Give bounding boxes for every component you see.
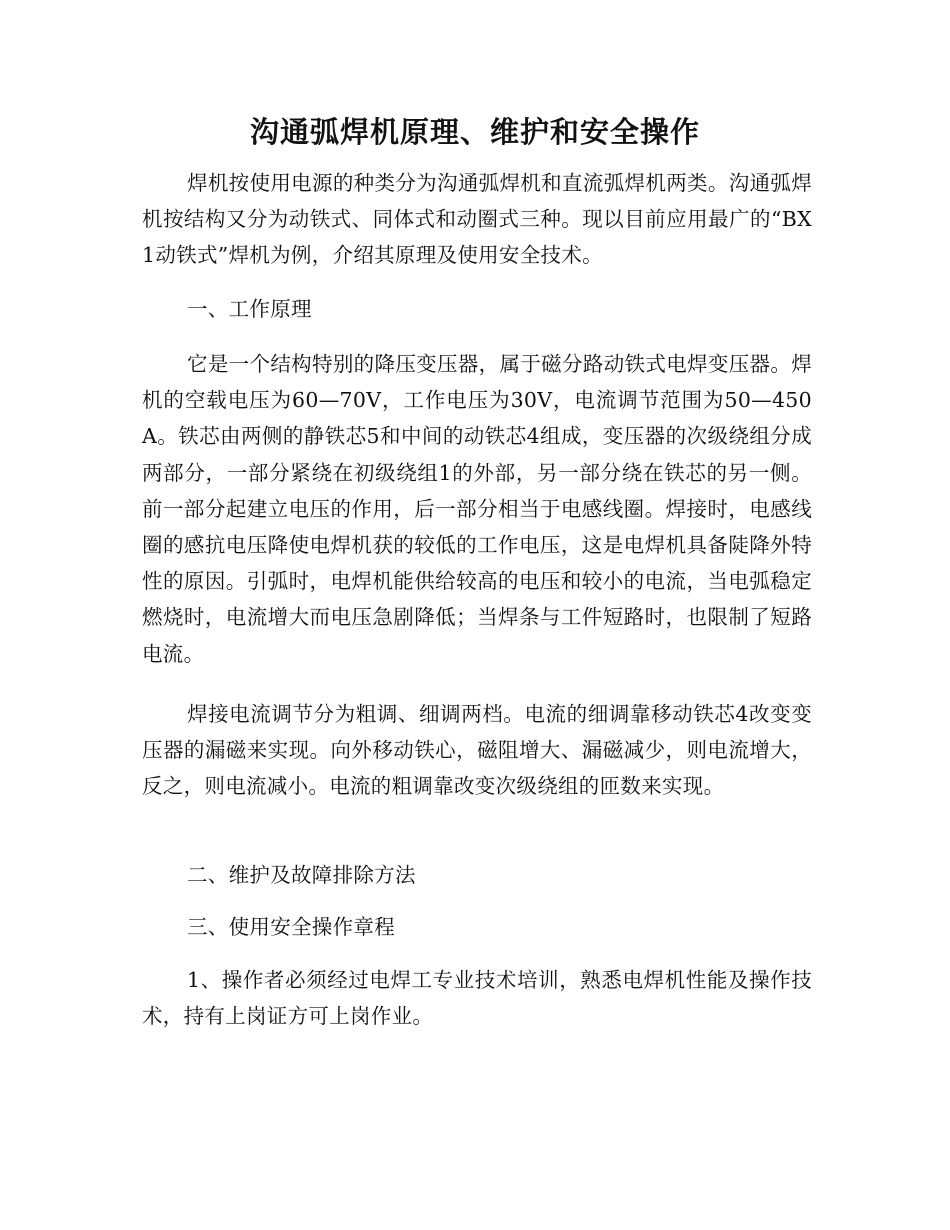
principle-paragraph: 它是一个结构特别的降压变压器，属于磁分路动铁式电焊变压器。焊机的空载电压为60—70V，工作电压为30V，电流调节范围为50—450A。铁芯由两侧的静铁芯5和中间的动铁芯4组成，变压器的次级绕组分成两部分，一部分紧绕在初级绕组1的外部，另一部分绕在铁芯的另一侧。前一部分起建立电压的作用，后一部分相当于电感线圈。焊接时，电感线圈的感抗电压降使电焊机获的较低的工作电压，这是电焊机具备陡降外特性的原因。引弧时，电焊机能供给较高的电压和较小的电流，当电弧稳定燃烧时，电流增大而电压急剧降低；当焊条与工件短路时，也限制了短路电流。 <box>142 352 812 666</box>
current-adjust-paragraph: 焊接电流调节分为粗调、细调两档。电流的细调靠移动铁芯4改变变压器的漏磁来实现。向外移动铁心，磁阻增大、漏磁减少，则电流增大，反之，则电流减小。电流的粗调靠改变次级绕组的匝数来实现。 <box>142 702 812 799</box>
section-heading-working-principle: 一、工作原理 <box>187 297 312 321</box>
section-heading-maintenance: 二、维护及故障排除方法 <box>187 863 416 887</box>
safety-rule-1: 1、操作者必须经过电焊工专业技术培训，熟悉电焊机性能及操作技术，持有上岗证方可上岗作业。 <box>142 968 812 1029</box>
document-title: 沟通弧焊机原理、维护和安全操作 <box>249 115 700 149</box>
intro-paragraph: 焊机按使用电源的种类分为沟通弧焊机和直流弧焊机两类。沟通弧焊机按结构又分为动铁式、同体式和动圈式三种。现以目前应用最广的“BX1动铁式”焊机为例，介绍其原理及使用安全技术。 <box>142 171 812 268</box>
section-heading-safety-rules: 三、使用安全操作章程 <box>187 915 395 939</box>
